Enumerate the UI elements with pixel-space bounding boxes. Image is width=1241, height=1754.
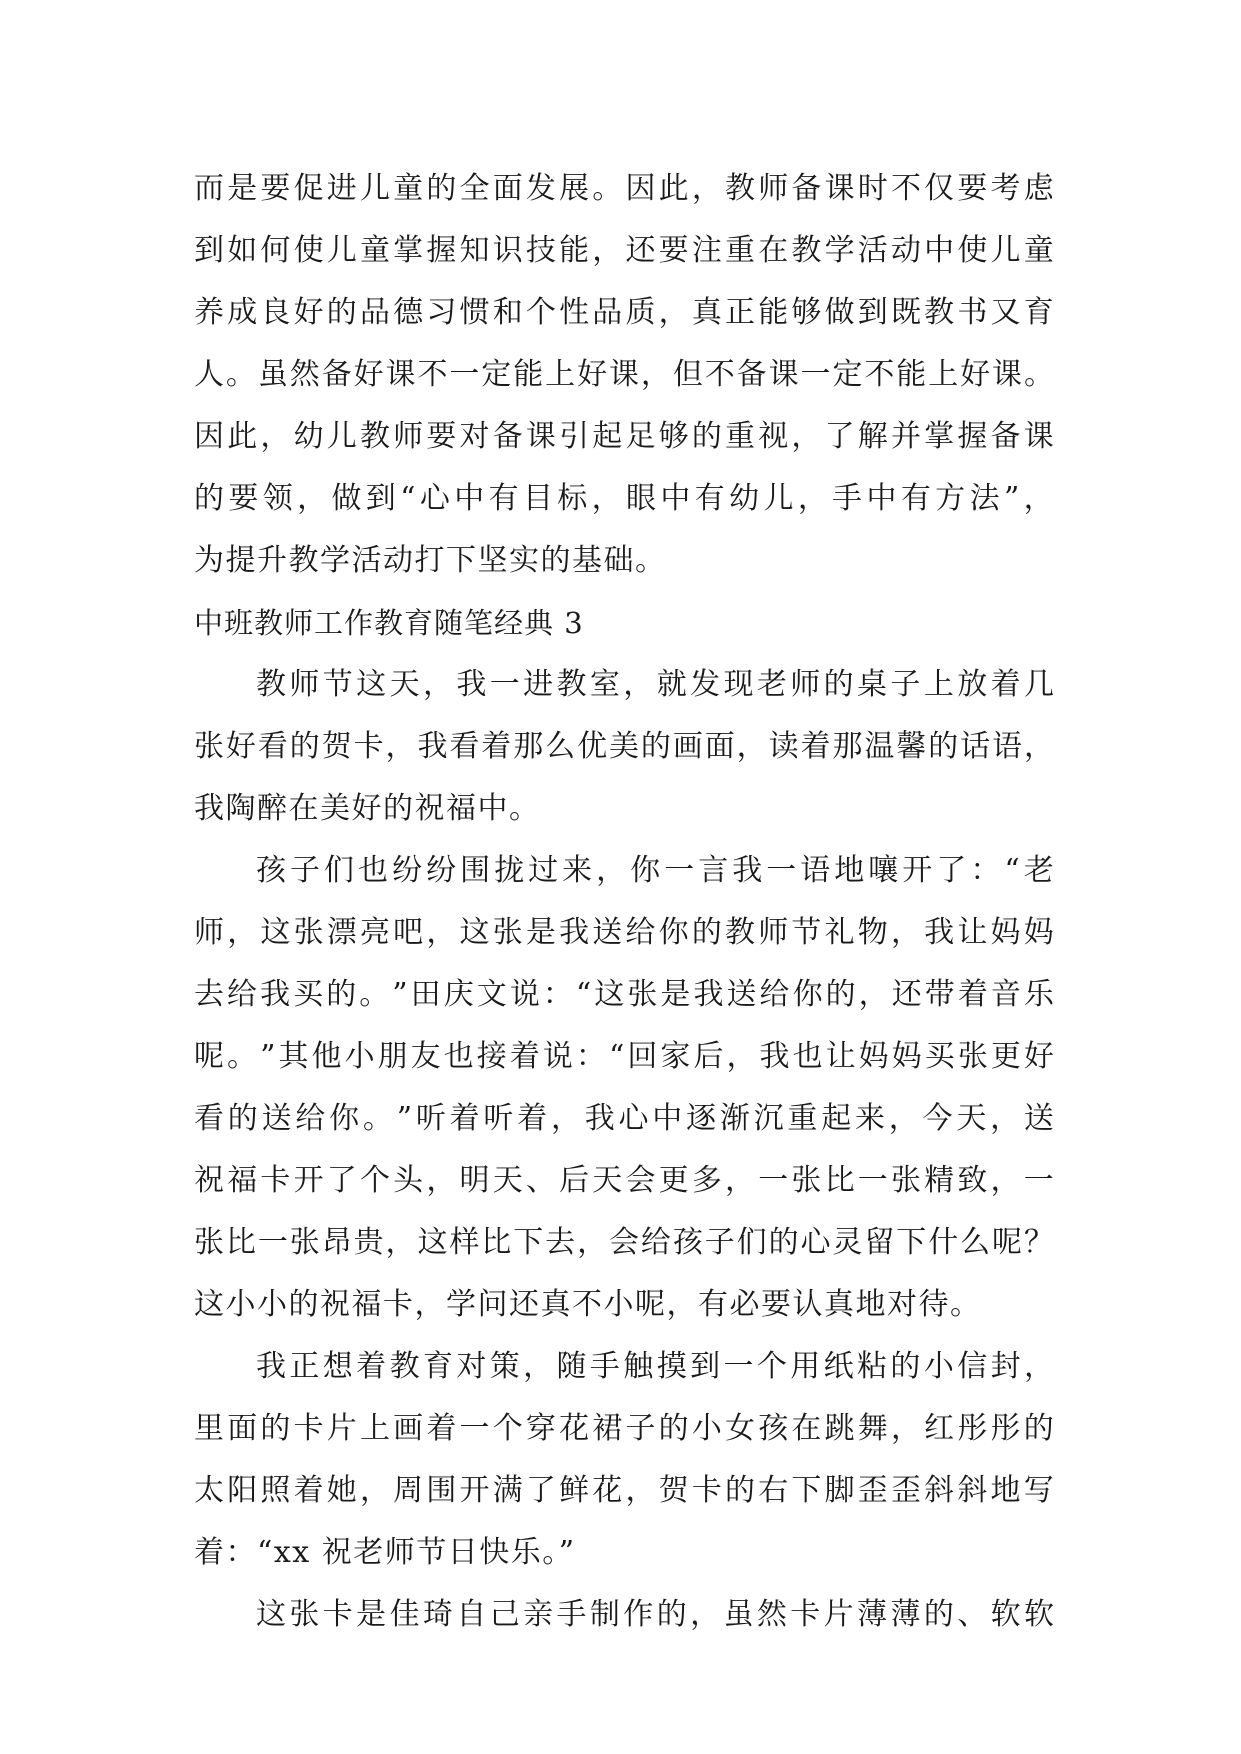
text-line: 养 成 良 好 的 品 德 习 惯 和 个 性 品 质 ， 真 正 能 够 做 到 既 教 书 又 育 [194, 295, 1054, 330]
text-line: 祝 福 卡 开 了 个 头 ， 明 天 、 后 天 会 更 多 ， 一 张 比 一 张 精 致 ， 一 [194, 1163, 1054, 1198]
text-line: 这 张 卡 是 佳 琦 自 己 亲 手 制 作 的 ， 虽 然 卡 片 薄 薄 的 、 软 软 [256, 1597, 1054, 1632]
text-line: 里 面 的 卡 片 上 画 着 一 个 穿 花 裙 子 的 小 女 孩 在 跳 舞 ， 红 彤 彤 的 [194, 1411, 1054, 1446]
text-line: 为提升教学活动打下坚实的基础。 [194, 543, 667, 578]
text-line: 去 给 我 买 的 。 ” 田 庆 文 说 ： “ 这 张 是 我 送 给 你 的 ， 还 带 着 音 乐 [194, 977, 1054, 1012]
text-line: 着：“xx 祝老师节日快乐。” [194, 1535, 576, 1570]
text-line: 教 师 节 这 天 ， 我 一 进 教 室 ， 就 发 现 老 师 的 桌 子 上 放 着 几 [256, 667, 1054, 702]
text-line: 师 ， 这 张 漂 亮 吧 ， 这 张 是 我 送 给 你 的 教 师 节 礼 物 ， 我 让 妈 妈 [194, 915, 1054, 950]
text-line: 而 是 要 促 进 儿 童 的 全 面 发 展 。 因 此 ， 教 师 备 课 时 不 仅 要 考 虑 [194, 171, 1054, 206]
text-line: 张 比 一 张 昂 贵 ， 这 样 比 下 去 ， 会 给 孩 子 们 的 心 灵 留 下 什 么 呢 ？ [194, 1225, 1054, 1260]
text-line: 孩 子 们 也 纷 纷 围 拢 过 来 ， 你 一 言 我 一 语 地 嚷 开 了 ： “ 老 [256, 853, 1054, 888]
text-line: 到 如 何 使 儿 童 掌 握 知 识 技 能 ， 还 要 注 重 在 教 学 活 动 中 使 儿 童 [194, 233, 1054, 268]
text-line: 这小小的祝福卡，学问还真不小呢，有必要认真地对待。 [194, 1287, 982, 1322]
text-line: 我 正 想 着 教 育 对 策 ， 随 手 触 摸 到 一 个 用 纸 粘 的 小 信 封 ， [256, 1349, 1054, 1384]
text-line: 因 此 ， 幼 儿 教 师 要 对 备 课 引 起 足 够 的 重 视 ， 了 解 并 掌 握 备 课 [194, 419, 1054, 454]
document-body [194, 158, 1054, 1646]
text-line: 的 要 领 ， 做 到 “ 心 中 有 目 标 ， 眼 中 有 幼 儿 ， 手 中 有 方 法 ” ， [194, 481, 1054, 516]
text-line: 看 的 送 给 你 。 ” 听 着 听 着 ， 我 心 中 逐 渐 沉 重 起 来 ， 今 天 ， 送 [194, 1101, 1054, 1136]
text-line: 人 。 虽 然 备 好 课 不 一 定 能 上 好 课 ， 但 不 备 课 一 定 不 能 上 好 课 。 [194, 357, 1054, 392]
text-line: 张 好 看 的 贺 卡 ， 我 看 着 那 么 优 美 的 画 面 ， 读 着 那 温 馨 的 话 语 ， [194, 729, 1054, 764]
text-line: 我陶醉在美好的祝福中。 [194, 791, 541, 826]
text-line: 呢 。 ” 其 他 小 朋 友 也 接 着 说 ： “ 回 家 后 ， 我 也 让 妈 妈 买 张 更 好 [194, 1039, 1054, 1074]
text-line: 太 阳 照 着 她 ， 周 围 开 满 了 鲜 花 ， 贺 卡 的 右 下 脚 歪 歪 斜 斜 地 写 [194, 1473, 1054, 1508]
section-heading: 中班教师工作教育随笔经典 3 [194, 606, 584, 640]
